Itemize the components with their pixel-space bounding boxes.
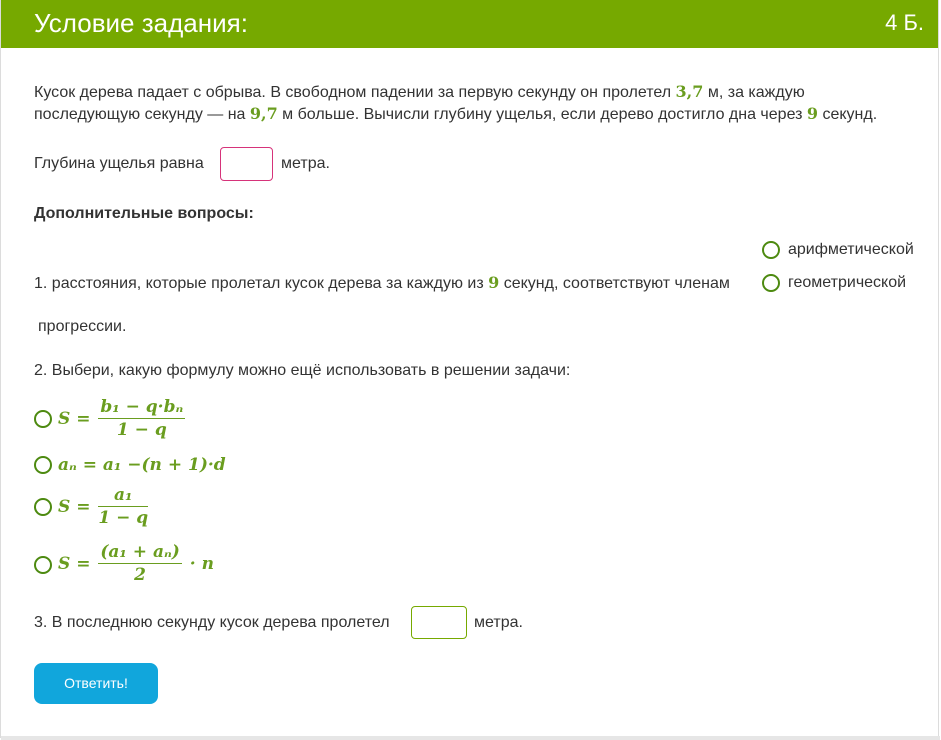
formula-3-fraction (98, 484, 148, 529)
question-3-text: 3. В последнюю секунду кусок дерева пролетел (34, 614, 390, 631)
formula-1-lhs: S = (58, 408, 91, 429)
formula-4-fraction (98, 541, 181, 586)
value-first-second: 3,7 (675, 82, 704, 101)
formula-1-fraction (98, 396, 185, 441)
problem-text: Кусок дерева падает с обрыва. В свободном падении за первую секунду он пролетел (34, 84, 676, 101)
problem-line-1 (34, 81, 914, 104)
task-title: Условие задания: (34, 8, 248, 38)
question-1-part: секунд, соответствуют членам (499, 275, 730, 292)
formula-3-numerator: a₁ (98, 484, 148, 507)
radio-formula-3[interactable] (34, 498, 52, 516)
formula-4-numerator: (a₁ + aₙ) (100, 542, 180, 562)
value-seconds: 9 (806, 104, 819, 123)
problem-text: последующую секунду — на (34, 106, 250, 123)
formula-4 (58, 541, 214, 586)
radio-formula-1[interactable] (34, 410, 52, 428)
formula-1-denominator: 1 − q (116, 420, 167, 440)
problem-line-2 (34, 103, 924, 126)
question-2-text: 2. Выбери, какую формулу можно ещё использовать в решении задачи: (34, 362, 571, 379)
formula-4-denominator: 2 (134, 565, 147, 585)
radio-formula-2[interactable] (34, 456, 52, 474)
formula-1 (58, 396, 187, 441)
value-increment: 9,7 (249, 104, 278, 123)
problem-text: секунд. (818, 106, 878, 123)
question-1-value: 9 (488, 273, 500, 292)
task-points: 4 Б. (885, 10, 924, 35)
submit-button[interactable]: Ответить! (34, 663, 158, 704)
radio-geometric[interactable] (762, 274, 780, 292)
radio-arithmetic[interactable] (762, 241, 780, 259)
additional-questions-title: Дополнительные вопросы: (34, 205, 254, 222)
problem-text: м, за каждую (703, 84, 805, 101)
bottom-divider (1, 736, 940, 740)
question-1-text (34, 272, 730, 295)
formula-3 (58, 484, 150, 529)
depth-label: Глубина ущелья равна (34, 155, 204, 172)
task-header (1, 0, 938, 48)
depth-input[interactable] (220, 147, 273, 181)
question-3-unit: метра. (474, 614, 523, 631)
formula-3-denominator: 1 − q (98, 508, 149, 528)
option-arithmetic-label: арифметической (788, 241, 914, 258)
last-second-input[interactable] (411, 606, 467, 639)
radio-formula-4[interactable] (34, 556, 52, 574)
formula-4-lhs: S = (58, 553, 91, 574)
depth-unit: метра. (281, 155, 330, 172)
formula-4-rhs: · n (189, 553, 214, 574)
question-1-part: 1. расстояния, которые пролетал кусок дерева за каждую из (34, 275, 489, 292)
formula-3-lhs: S = (58, 496, 91, 517)
question-1-ending: прогрессии. (38, 318, 127, 335)
formula-2: aₙ = a₁ −(n + 1)·d (58, 455, 226, 475)
formula-1-numerator: b₁ − q·bₙ (100, 397, 184, 417)
option-geometric-label: геометрической (788, 274, 907, 291)
problem-text: м больше. Вычисли глубину ущелья, если дерево достигло дна через (277, 106, 807, 123)
